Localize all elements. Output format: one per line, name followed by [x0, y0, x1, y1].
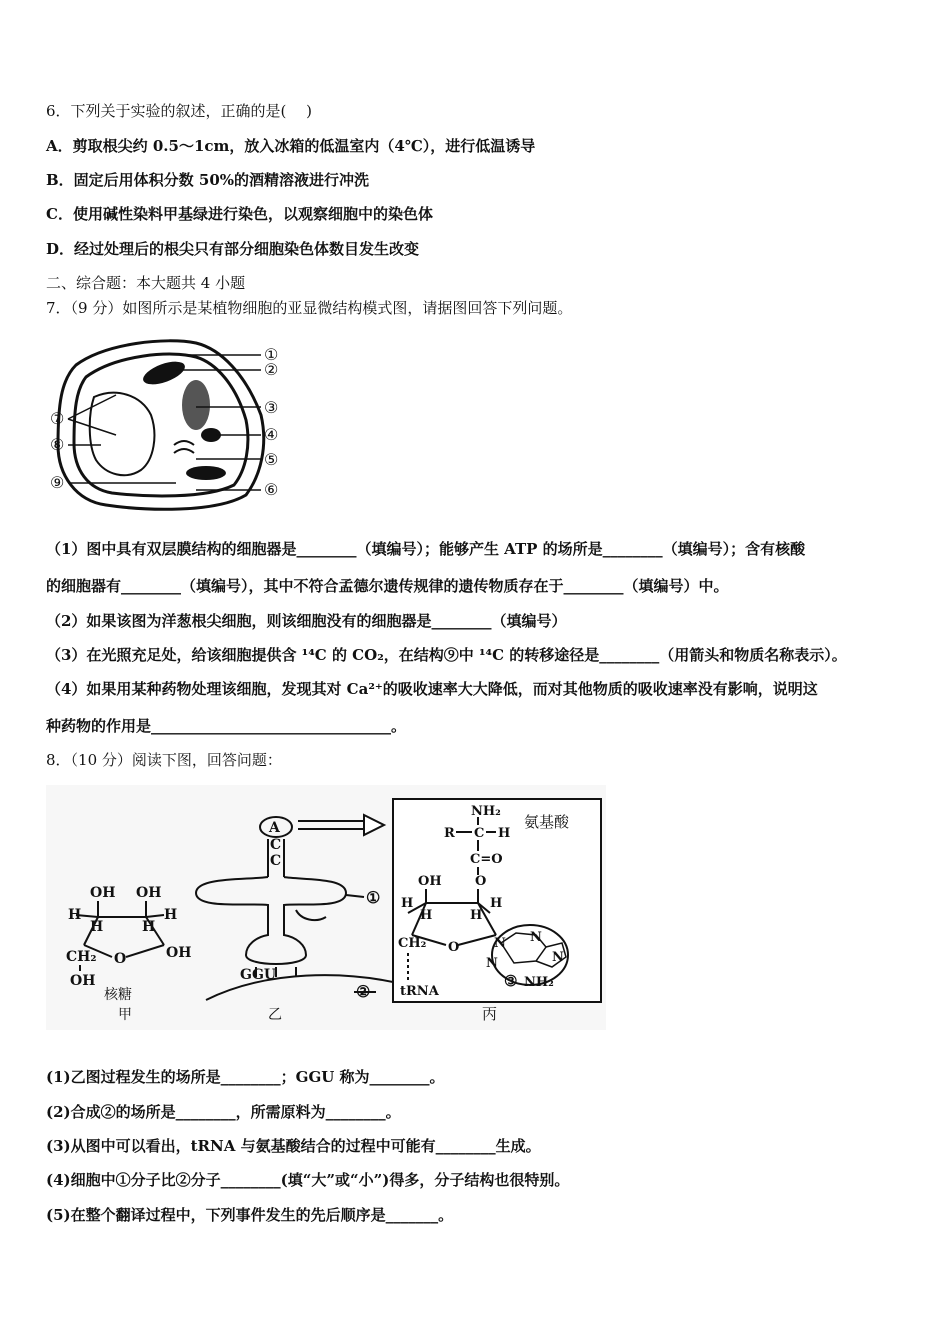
q7-part-2: （2）如果该图为洋葱根尖细胞，则该细胞没有的细胞器是________（填编号） [46, 612, 567, 630]
svg-text:NH₂: NH₂ [524, 975, 554, 990]
svg-text:C: C [270, 837, 282, 853]
vacuole [90, 393, 155, 476]
svg-text:①: ① [366, 888, 381, 907]
svg-text:乙: 乙 [268, 1007, 282, 1023]
label-3: ③ [264, 398, 279, 417]
q8-part-3: (3)从图中可以看出，tRNA 与氨基酸结合的过程中可能有________生成。 [46, 1137, 541, 1155]
svg-text:N: N [552, 950, 564, 965]
svg-text:O: O [114, 951, 127, 967]
svg-text:GGU: GGU [240, 967, 277, 983]
svg-text:丙: 丙 [482, 1005, 498, 1023]
svg-text:核糖: 核糖 [104, 987, 132, 1003]
svg-text:N: N [530, 930, 542, 945]
label-5: ⑤ [264, 450, 279, 469]
q6-option-b: B．固定后用体积分数 50%的酒精溶液进行冲洗 [46, 171, 370, 189]
svg-text:H: H [401, 896, 414, 911]
q6-option-a: A．剪取根尖约 0.5～1cm，放入冰箱的低温室内（4℃），进行低温诱导 [46, 137, 536, 155]
svg-text:N: N [494, 936, 506, 951]
section-heading: 二、综合题：本大题共 4 小题 [46, 274, 246, 292]
q8-part-5: (5)在整个翻译过程中，下列事件发生的先后顺序是_______。 [46, 1206, 454, 1224]
svg-text:N: N [486, 956, 498, 971]
svg-text:C: C [270, 853, 282, 869]
label-6: ⑥ [264, 480, 279, 499]
q7-part-4a: （4）如果用某种药物处理该细胞，发现其对 Ca²⁺的吸收速率大大降低，而对其他物质的吸收速率没有影响，说明这 [46, 680, 818, 698]
svg-text:C=O: C=O [470, 852, 503, 867]
label-8: ⑧ [50, 435, 65, 454]
svg-text:OH: OH [166, 945, 192, 961]
chloroplast [140, 357, 188, 389]
q7-stem: 7．（9 分）如图所示是某植物细胞的亚显微结构模式图，请据图回答下列问题。 [46, 299, 573, 317]
svg-text:H: H [90, 919, 104, 935]
svg-text:OH: OH [418, 874, 442, 889]
svg-text:H: H [470, 908, 483, 923]
q8-part-1: (1)乙图过程发生的场所是________；GGU 称为________。 [46, 1068, 445, 1086]
svg-text:A: A [269, 820, 280, 836]
q7-part-4b: 种药物的作用是________________________________。 [46, 717, 407, 735]
svg-text:氨基酸: 氨基酸 [524, 813, 570, 831]
q6-option-c: C．使用碱性染料甲基绿进行染色，以观察细胞中的染色体 [46, 205, 433, 223]
svg-text:H: H [420, 908, 433, 923]
svg-text:②: ② [356, 982, 371, 1001]
svg-text:H: H [68, 907, 82, 923]
svg-text:NH₂: NH₂ [471, 804, 501, 819]
svg-text:OH: OH [90, 885, 116, 901]
golgi [174, 441, 194, 453]
q7-part-1b: 的细胞器有________（填编号），其中不符合孟德尔遗传规律的遗传物质存在于________（填编号）中。 [46, 577, 729, 595]
q6-stem: 6．下列关于实验的叙述，正确的是( ) [46, 102, 313, 120]
chloroplast-lower [186, 466, 226, 480]
label-2: ② [264, 360, 279, 379]
plant-cell-figure [46, 335, 296, 515]
svg-text:H: H [498, 826, 511, 841]
svg-text:CH₂: CH₂ [66, 949, 97, 965]
q7-part-3: （3）在光照充足处，给该细胞提供含 ¹⁴C 的 CO₂，在结构⑨中 ¹⁴C 的转移途径是________（用箭头和物质名称表示）。 [46, 646, 847, 664]
trna-figure [46, 785, 606, 1030]
svg-text:R: R [444, 826, 455, 841]
svg-text:tRNA: tRNA [400, 984, 439, 999]
svg-text:C: C [474, 826, 485, 841]
q6-option-d: D．经过处理后的根尖只有部分细胞染色体数目发生改变 [46, 240, 420, 258]
q8-part-2: (2)合成②的场所是________，所需原料为________。 [46, 1103, 401, 1121]
svg-text:O: O [475, 874, 487, 889]
svg-text:H: H [142, 919, 156, 935]
svg-text:CH₂: CH₂ [398, 936, 427, 951]
svg-text:H: H [164, 907, 178, 923]
q7-part-1a: （1）图中具有双层膜结构的细胞器是________（填编号）；能够产生 ATP 的场所是________（填编号）；含有核酸 [46, 540, 806, 558]
svg-text:OH: OH [70, 973, 96, 989]
svg-text:H: H [490, 896, 503, 911]
q8-part-4: (4)细胞中①分子比②分子________(填“大”或“小”)得多，分子结构也很特别。 [46, 1171, 570, 1189]
q8-stem: 8．（10 分）阅读下图，回答问题： [46, 751, 282, 769]
svg-text:甲: 甲 [118, 1007, 132, 1023]
svg-text:O: O [448, 940, 460, 955]
label-4: ④ [264, 425, 279, 444]
label-1: ① [264, 345, 279, 364]
svg-text:③: ③ [504, 972, 518, 990]
nucleus [182, 380, 210, 430]
svg-text:OH: OH [136, 885, 162, 901]
label-9: ⑨ [50, 473, 65, 492]
label-7: ⑦ [50, 409, 65, 428]
